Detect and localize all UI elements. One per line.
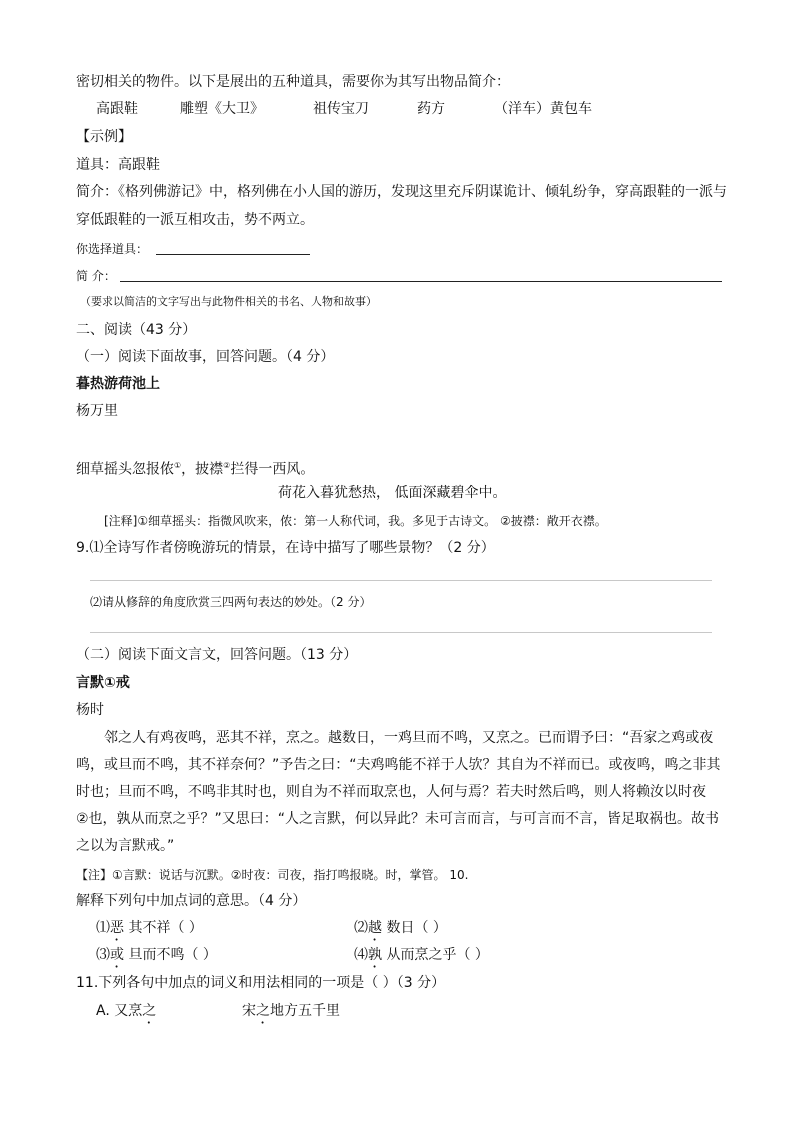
dotted-word: 之 (142, 1003, 157, 1019)
poem-text: 细草摇头忽报侬 (76, 461, 174, 478)
option-text: 宋 (242, 1003, 256, 1019)
description-blank[interactable] (120, 281, 722, 282)
poem-title: 暮热游荷池上 (76, 376, 160, 392)
q10-item (96, 918, 203, 944)
option-a-compare (242, 1001, 340, 1027)
dotted-word: 越 (368, 920, 382, 936)
item-number: ⑷ (354, 947, 368, 963)
item-text: 从而烹之乎（ ） (382, 947, 489, 963)
prop-item: （洋车）黄包车 (494, 101, 592, 117)
question-9-1: 9.⑴全诗写作者傍晚游玩的情景，在诗中描写了哪些景物？（2 分） (76, 540, 495, 556)
prose-note: 【注】①言默：说话与沉默。②时夜：司夜，指打鸣报晓。时，掌管。 10. (76, 868, 469, 882)
prose-author: 杨时 (76, 702, 104, 718)
prose-line: 鸣，或旦而不鸣，其不祥奈何？”予告之曰：“夫鸡鸣能不祥于人欤？其自为不祥而已。或夜鸣，鸣之非其 (76, 757, 721, 773)
choose-prop-label: 你选择道具： (76, 242, 149, 256)
dotted-word: 恶 (110, 920, 124, 936)
q10-item (96, 945, 217, 971)
poem-text: ，披襟 (181, 461, 224, 478)
item-number: ⑵ (354, 920, 368, 936)
footnote-marker: ① (174, 461, 182, 470)
description-label: 简 介： (76, 269, 116, 283)
question-10: 解释下列句中加点词的意思。（4 分） (76, 893, 307, 909)
answer-line[interactable] (90, 632, 712, 633)
option-a (96, 1001, 156, 1027)
item-number: ⑴ (96, 920, 110, 936)
option-text: A. 又烹 (96, 1003, 143, 1019)
question-11: 11.下列各句中加点的词义和用法相同的一项是（ ）（3 分） (76, 975, 446, 991)
q10-item (354, 945, 489, 971)
item-text: 数日（ ） (382, 920, 447, 936)
poem-text: 拦得一西风。 (230, 461, 315, 478)
prose-line: ②也，孰从而烹之乎？”又思曰：“人之言默，何以异此？未可言而言，与可言而不言，皆足取祸也。故书 (76, 811, 720, 827)
prose-title: 言默①戒 (76, 675, 130, 691)
q10-item (354, 918, 447, 944)
prop-item: 雕塑《大卫》 (180, 101, 264, 117)
prop-item: 祖传宝刀 (313, 101, 369, 117)
prose-line: 邻之人有鸡夜鸣，恶其不祥，烹之。越数日，一鸡旦而不鸣，又烹之。已而谓予曰：“吾家之鸡或夜 (104, 730, 714, 746)
section-heading: 二、阅读（43 分） (76, 322, 197, 338)
answer-line[interactable] (90, 580, 712, 581)
example-desc: 穿低跟鞋的一派互相攻击，势不两立。 (76, 212, 314, 228)
poem-line (76, 456, 314, 480)
dotted-word: 孰 (368, 947, 382, 963)
prop-item: 药方 (417, 101, 445, 117)
example-prop: 道具：高跟鞋 (76, 157, 160, 173)
prose-line: 之以为言默戒。” (76, 838, 175, 854)
poem-line: 荷花入暮犹愁热， 低面深藏碧伞中。 (278, 485, 507, 501)
item-text: 旦而不鸣（ ） (124, 947, 217, 963)
item-number: ⑶ (96, 947, 110, 963)
question-9-2: ⑵请从修辞的角度欣赏三四两句表达的妙处。（2 分） (90, 595, 372, 609)
option-text: 地方五千里 (270, 1003, 340, 1019)
dotted-word: 或 (110, 947, 124, 963)
poem-author: 杨万里 (76, 403, 118, 419)
part-heading: （一）阅读下面故事，回答问题。（4 分） (76, 349, 335, 365)
item-text: 其不祥（ ） (124, 920, 203, 936)
requirement-note: （要求以简洁的文字写出与此物件相关的书名、人物和故事） (80, 295, 377, 308)
part-heading: （二）阅读下面文言文，回答问题。（13 分） (76, 647, 358, 663)
intro-text: 密切相关的物件。以下是展出的五种道具，需要你为其写出物品简介： (76, 74, 510, 90)
choose-prop-blank[interactable] (156, 254, 310, 255)
prop-item: 高跟鞋 (96, 101, 138, 117)
example-desc: 简介：《格列佛游记》中，格列佛在小人国的游历，发现这里充斥阴谋诡计、倾轧纷争，穿高跟鞋的一派与 (76, 184, 727, 200)
footnote-marker: ② (223, 461, 231, 470)
example-heading: 【示例】 (76, 129, 132, 145)
prose-line: 时也；旦而不鸣，不鸣非其时也，则自为不祥而取烹也，人何与焉？若夫时然后鸣，则人将赖汝以时夜 (76, 784, 706, 800)
poem-note: [注释]①细草摇头：指微风吹来，侬：第一人称代词，我。多见于古诗文。 ②披襟：敞开衣襟。 (104, 514, 607, 528)
dotted-word: 之 (256, 1003, 270, 1019)
